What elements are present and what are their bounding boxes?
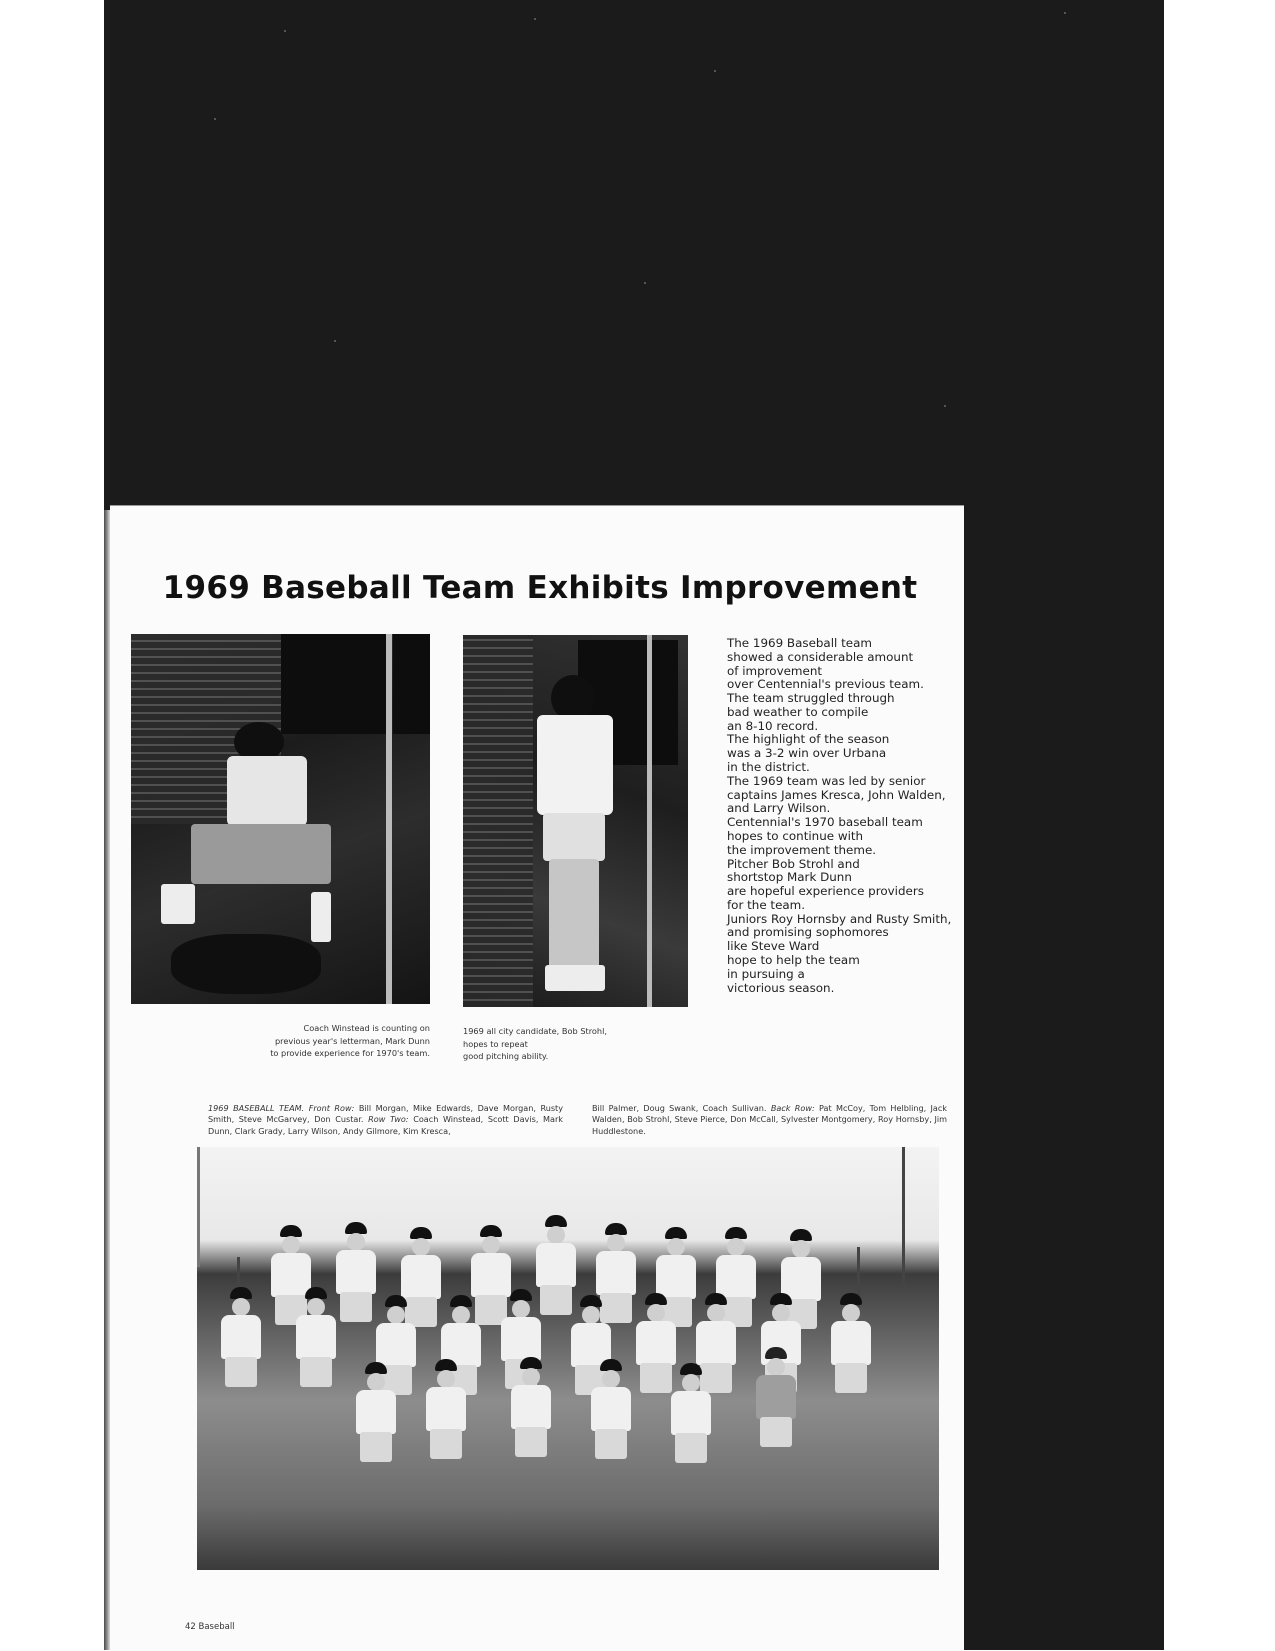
scanner-background-top bbox=[104, 0, 1164, 510]
team-photo bbox=[197, 1147, 939, 1570]
article-line: was a 3-2 win over Urbana bbox=[727, 746, 887, 761]
article-line: captains James Kresca, John Walden, bbox=[727, 787, 946, 802]
row-two-label: Row Two: bbox=[368, 1114, 409, 1125]
front-row-label: Front Row: bbox=[308, 1103, 355, 1113]
article-line: hope to help the team bbox=[727, 952, 860, 967]
page-folio: 42 Baseball bbox=[185, 1622, 235, 1632]
front-row-names: Bill Morgan, Mike Edwards, Dave Morgan, Rusty Smith, Steve McGarvey, Don Custar. bbox=[208, 1103, 564, 1125]
article-line: an 8-10 record. bbox=[727, 718, 819, 733]
article-line: victorious season. bbox=[727, 980, 835, 995]
back-row-names: Pat McCoy, Tom Helbling, Jack Walden, Bob Strohl, Steve Pierce, Don McCall, Sylvester Montgomery, Roy Hornsby, Jim Huddlestone. bbox=[592, 1103, 947, 1136]
article-line: are hopeful experience providers bbox=[727, 884, 924, 899]
article-line: of improvement bbox=[727, 663, 823, 678]
article-line: like Steve Ward bbox=[727, 939, 820, 954]
photo-pitcher bbox=[463, 635, 688, 1007]
article-body bbox=[727, 637, 957, 995]
article-line: Juniors Roy Hornsby and Rusty Smith, bbox=[727, 911, 952, 926]
article-line: for the team. bbox=[727, 897, 806, 912]
page-title: 1969 Baseball Team Exhibits Improvement bbox=[162, 570, 918, 606]
article-line: showed a considerable amount bbox=[727, 649, 914, 664]
article-line: The team struggled through bbox=[727, 691, 895, 706]
caption-line: Coach Winstead is counting on bbox=[303, 1023, 430, 1033]
team-caption-heading: 1969 BASEBALL TEAM. bbox=[208, 1103, 305, 1113]
article-line: in pursuing a bbox=[727, 966, 805, 981]
row-two-names-continued: Bill Palmer, Doug Swank, Coach Sullivan. bbox=[592, 1103, 767, 1113]
article-line: the improvement theme. bbox=[727, 842, 877, 857]
article-line: The highlight of the season bbox=[727, 732, 890, 747]
caption-line: to provide experience for 1970's team. bbox=[270, 1048, 430, 1058]
photo-fielder-caption bbox=[200, 1022, 430, 1060]
article-line: and Larry Wilson. bbox=[727, 801, 831, 816]
back-row-label: Back Row: bbox=[770, 1103, 815, 1113]
scanner-background-right bbox=[964, 505, 1164, 1650]
article-line: Pitcher Bob Strohl and bbox=[727, 856, 860, 871]
article-line: hopes to continue with bbox=[727, 828, 864, 843]
row-two-names: Coach Winstead, Scott Davis, Mark Dunn, Clark Grady, Larry Wilson, Andy Gilmore, Kim Kresca, bbox=[208, 1114, 563, 1136]
article-line: The 1969 team was led by senior bbox=[727, 773, 926, 788]
team-caption-right bbox=[592, 1103, 947, 1137]
photo-fielder bbox=[131, 634, 430, 1004]
article-line: shortstop Mark Dunn bbox=[727, 870, 852, 885]
caption-line: hopes to repeat bbox=[463, 1038, 528, 1049]
article-line: in the district. bbox=[727, 760, 810, 775]
article-line: Centennial's 1970 baseball team bbox=[727, 815, 923, 830]
caption-line: previous year's letterman, Mark Dunn bbox=[274, 1035, 430, 1046]
article-line: and promising sophomores bbox=[727, 925, 889, 940]
article-line: The 1969 Baseball team bbox=[727, 636, 872, 650]
caption-line: 1969 all city candidate, Bob Strohl, bbox=[463, 1026, 607, 1036]
article-line: bad weather to compile bbox=[727, 704, 869, 719]
caption-line: good pitching ability. bbox=[463, 1051, 549, 1061]
team-caption-left bbox=[208, 1103, 563, 1137]
photo-pitcher-caption bbox=[463, 1025, 663, 1063]
article-line: over Centennial's previous team. bbox=[727, 677, 924, 692]
